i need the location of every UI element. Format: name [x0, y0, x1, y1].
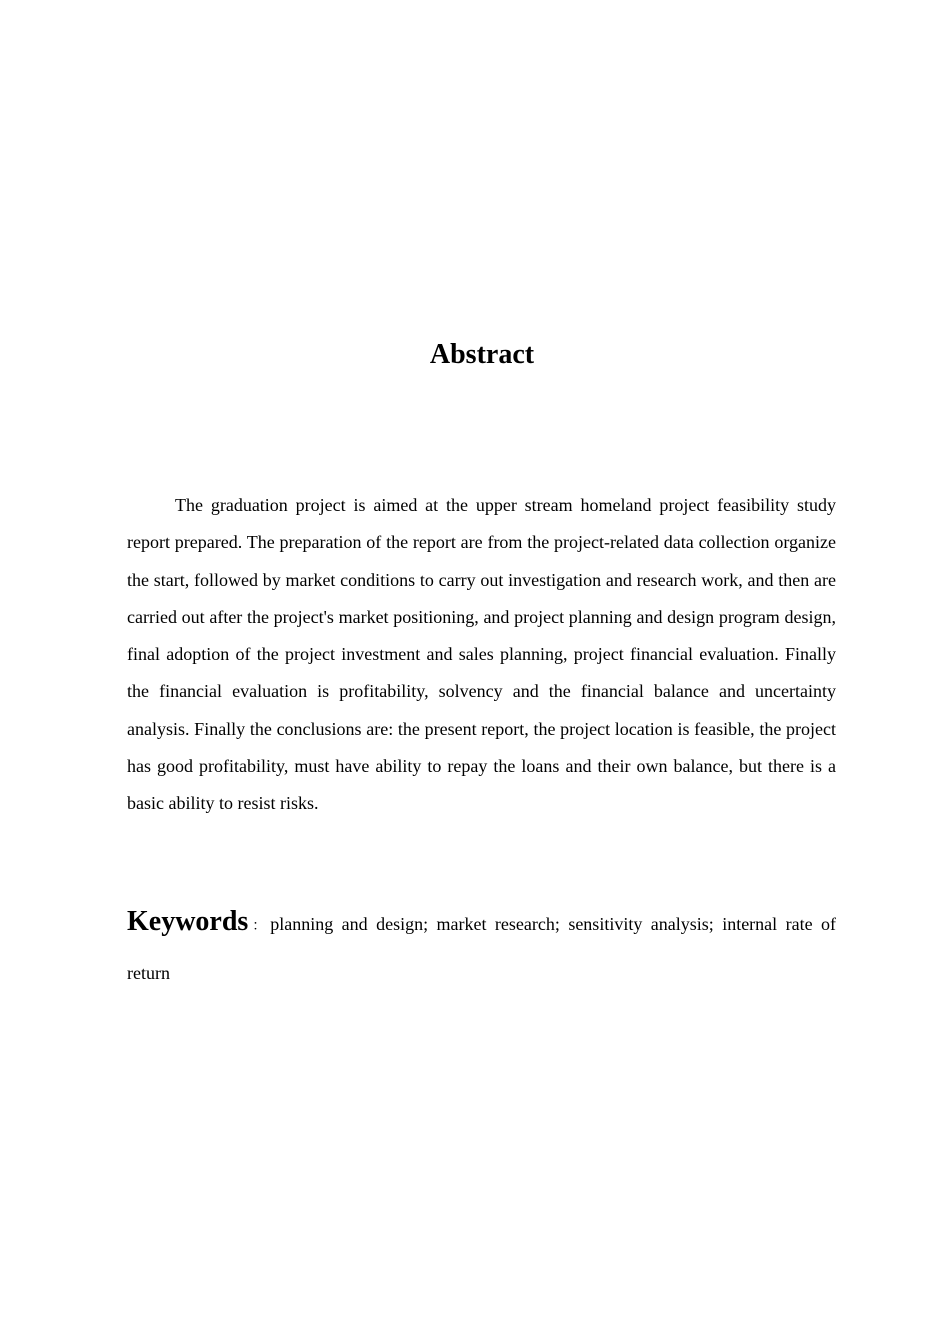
keywords-label: Keywords — [127, 906, 249, 937]
keywords-text: planning and design; market research; sensitivity analysis; internal rate of return — [127, 914, 837, 983]
keywords-separator: ： — [248, 919, 271, 934]
abstract-paragraph: The graduation project is aimed at the upper stream homeland project feasibility study report prepared. The preparation of the report are from the project-related data collection organize the start, followed by market conditions to carry out investigation and research work, and then are carried out after the project's market positioning, and project planning and design program design, final adoption of the project investment and sales planning, project financial evaluation. Finally the financial evaluation is profitability, solvency and the financial balance and uncertainty analysis. Finally the conclusions are: the present report, the project location is feasible, the project has good profitability, must have ability to repay the loans and their own balance, but there is a basic ability to resist risks. — [127, 495, 836, 814]
keywords-line — [127, 898, 836, 997]
abstract-title: Abstract — [429, 339, 535, 370]
